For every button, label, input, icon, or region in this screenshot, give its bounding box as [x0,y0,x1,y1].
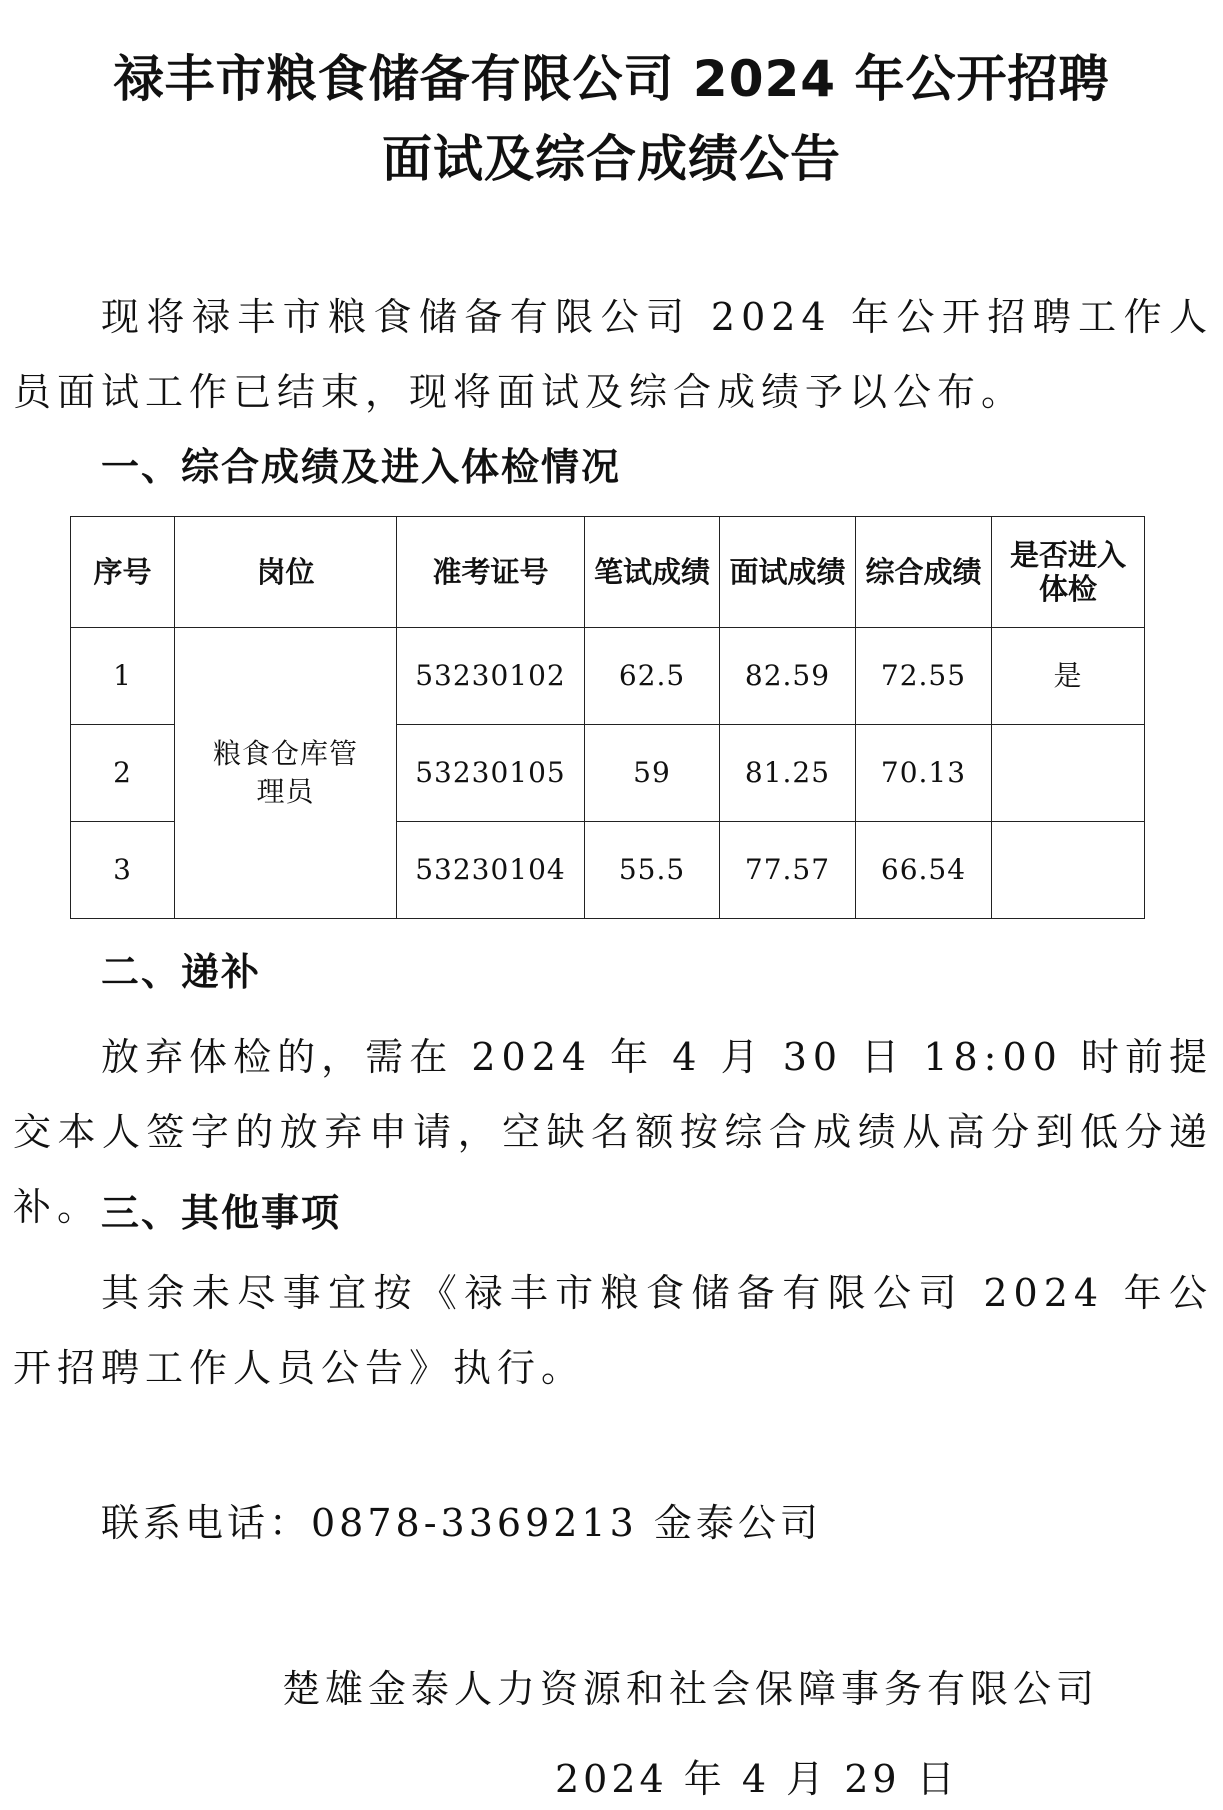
document-title-line-2: 面试及综合成绩公告 [382,130,841,188]
section-3-heading: 三、其他事项 [101,1191,342,1235]
section-2-paragraph: 放弃体检的，需在 2024 年 4 月 30 日 18:00 时前提交本人签字的放弃申请，空缺名额按综合成绩从高分到低分递补。 [13,1035,1213,1229]
header-interview-score: 面试成绩 [720,517,856,628]
cell-interview-score: 77.57 [720,822,856,919]
cell-interview-score: 81.25 [720,725,856,822]
cell-interview-score: 82.59 [720,628,856,725]
cell-total-score: 66.54 [856,822,992,919]
cell-post: 粮食仓库管理员 [175,628,397,919]
table-row [71,628,1145,725]
cell-no: 1 [71,628,175,725]
cell-total-score: 72.55 [856,628,992,725]
table-header-row [71,517,1145,628]
contact-info: 联系电话：0878-3369213 金泰公司 [101,1501,822,1545]
cell-no: 3 [71,822,175,919]
header-written-score: 笔试成绩 [585,517,720,628]
header-exam-id: 准考证号 [397,517,585,628]
cell-written-score: 55.5 [585,822,720,919]
cell-physical-exam [992,725,1145,822]
issue-date: 2024 年 4 月 29 日 [555,1757,959,1801]
cell-exam-id: 53230105 [397,725,585,822]
header-post: 岗位 [175,517,397,628]
issuing-organization: 楚雄金泰人力资源和社会保障事务有限公司 [282,1667,1100,1711]
document-title-line-1: 禄丰市粮食储备有限公司 2024 年公开招聘 [113,50,1110,108]
section-3-paragraph: 其余未尽事宜按《禄丰市粮食储备有限公司 2024 年公开招聘工作人员公告》执行。 [13,1271,1213,1390]
cell-exam-id: 53230102 [397,628,585,725]
score-table [70,516,1145,919]
cell-no: 2 [71,725,175,822]
cell-written-score: 62.5 [585,628,720,725]
cell-physical-exam: 是 [992,628,1145,725]
header-physical-exam: 是否进入体检 [992,517,1145,628]
cell-physical-exam [992,822,1145,919]
cell-total-score: 70.13 [856,725,992,822]
cell-written-score: 59 [585,725,720,822]
header-no: 序号 [71,517,175,628]
section-2-heading: 二、递补 [101,950,262,994]
intro-paragraph: 现将禄丰市粮食储备有限公司 2024 年公开招聘工作人员面试工作已结束，现将面试及综合成绩予以公布。 [13,295,1213,414]
section-1-heading: 一、综合成绩及进入体检情况 [101,445,622,489]
header-total-score: 综合成绩 [856,517,992,628]
cell-exam-id: 53230104 [397,822,585,919]
